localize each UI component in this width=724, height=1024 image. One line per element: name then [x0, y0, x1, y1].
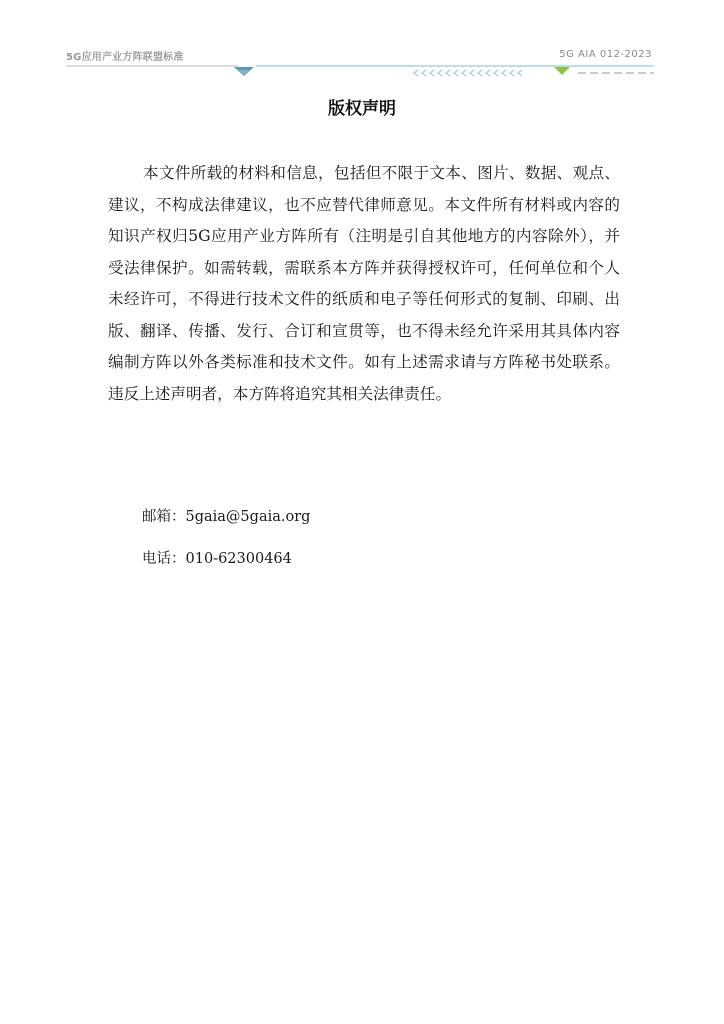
contact-email: 邮箱：5gaia@5gaia.org [142, 509, 311, 525]
contact-phone: 电话：010-62300464 [142, 551, 292, 567]
page-header [66, 48, 654, 80]
header-triangle-light [238, 70, 250, 75]
page-title: 版权声明 [328, 99, 396, 119]
header-decoration [66, 62, 654, 80]
header-triangle-green [554, 67, 570, 75]
header-organization: 5G应用产业方阵联盟标准 [66, 52, 184, 63]
copyright-paragraph: 本文件所载的材料和信息，包括但不限于文本、图片、数据、观点、建议，不构成法律建议，也不应替代律师意见。本文件所有材料或内容的知识产权归5G应用产业方阵所有（注明是引自其他地方的内容除外），并受法律保护。如需转载，需联系本方阵并获得授权许可，任何单位和个人未经许可，不得进行技术文件的纸质和电子等任何形式的复制、印刷、出版、翻译、传播、发行、合订和宣贯等，也不得未经允许采用其具体内容编制方阵以外各类标准和技术文件。如有上述需求请与方阵秘书处联系。违反上述声明者，本方阵将追究其相关法律责任。 [108, 164, 620, 403]
header-chevrons [414, 70, 522, 76]
header-standard-number: 5G AIA 012-2023 [559, 49, 652, 60]
